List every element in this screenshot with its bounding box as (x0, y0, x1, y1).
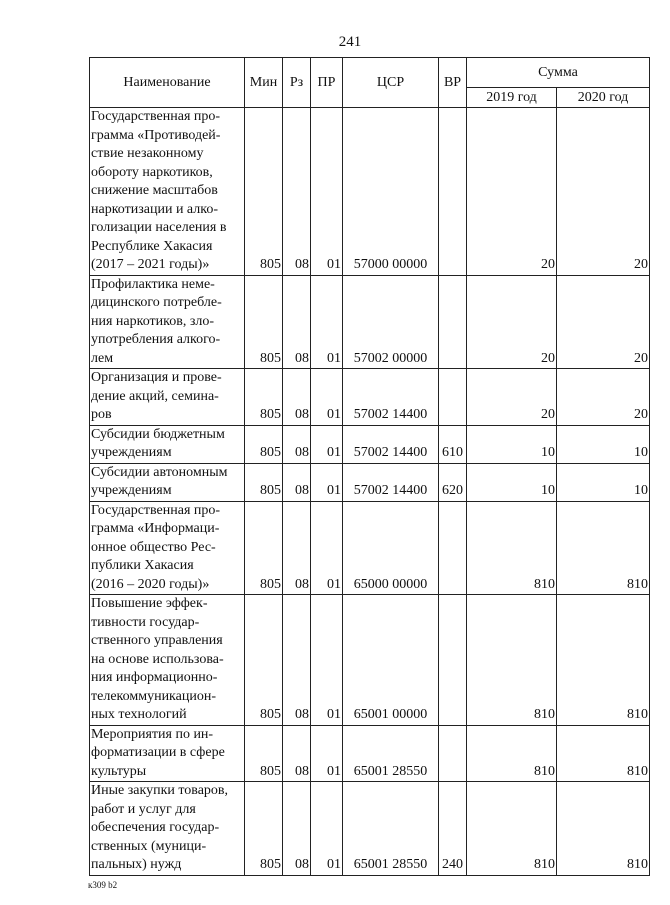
row-name-line: дение акций, семина- (91, 388, 219, 404)
row-name-line: ствие незаконному (91, 146, 204, 161)
row-vr (439, 275, 467, 369)
table-row (90, 782, 650, 876)
row-sum-2019: 810 (467, 782, 557, 876)
row-name-line: снижение масштабов (91, 183, 218, 198)
row-pr: 01 (311, 275, 343, 369)
row-min: 805 (245, 425, 283, 463)
row-name-line: публики Хакасия (91, 558, 194, 573)
row-name-line: Иные закупки товаров, (91, 783, 229, 798)
row-vr: 620 (439, 463, 467, 501)
row-pr: 01 (311, 782, 343, 876)
row-rz: 08 (283, 501, 311, 595)
row-sum-2019: 810 (467, 501, 557, 595)
header-pr: ПР (311, 58, 343, 108)
row-pr: 01 (311, 108, 343, 276)
row-pr: 01 (311, 369, 343, 426)
row-name (90, 782, 245, 876)
row-vr: 610 (439, 425, 467, 463)
row-rz: 08 (283, 463, 311, 501)
row-name-line: (2016 – 2020 годы)» (91, 576, 210, 592)
row-name (90, 463, 245, 501)
row-sum-2020: 10 (557, 463, 650, 501)
row-name-line: Республике Хакасия (91, 238, 213, 254)
row-name-line: дицинского потребле- (91, 295, 222, 310)
row-name-line: наркотизации и алко- (91, 201, 219, 217)
row-csr: 57002 14400 (343, 369, 439, 426)
header-year-2019: 2019 год (467, 88, 557, 108)
row-name-line: грамма «Информаци- (91, 521, 220, 536)
row-name-line: Организация и прове- (91, 370, 222, 385)
row-rz: 08 (283, 425, 311, 463)
header-year-2020: 2020 год (557, 88, 650, 108)
row-pr: 01 (311, 463, 343, 501)
row-name (90, 725, 245, 782)
page-number: 241 (338, 34, 362, 50)
row-vr: 240 (439, 782, 467, 876)
row-name-line: ров (91, 407, 112, 422)
table-header (90, 58, 650, 108)
row-csr: 57002 14400 (343, 463, 439, 501)
header-min: Мин (245, 58, 283, 108)
row-rz: 08 (283, 369, 311, 426)
header-name: Наименование (90, 58, 245, 108)
row-sum-2019: 810 (467, 595, 557, 726)
row-min: 805 (245, 782, 283, 876)
row-name (90, 369, 245, 426)
row-sum-2020: 20 (557, 108, 650, 276)
row-name (90, 275, 245, 369)
row-csr: 65000 00000 (343, 501, 439, 595)
table-row (90, 595, 650, 726)
row-rz: 08 (283, 275, 311, 369)
row-vr (439, 595, 467, 726)
row-sum-2019: 20 (467, 275, 557, 369)
row-name-line: телекоммуникацион- (91, 688, 217, 704)
row-csr: 65001 28550 (343, 782, 439, 876)
row-name-line: Повышение эффек- (91, 596, 208, 611)
row-name-line: Субсидии автономным (91, 464, 228, 480)
row-min: 805 (245, 463, 283, 501)
table-row (90, 108, 650, 276)
table-row (90, 425, 650, 463)
row-min: 805 (245, 501, 283, 595)
row-name-line: ния наркотиков, зло- (91, 313, 215, 329)
row-name-line: на основе использова- (91, 651, 224, 667)
row-name-line: употребления алкого- (91, 332, 221, 347)
row-sum-2020: 20 (557, 275, 650, 369)
row-sum-2020: 810 (557, 782, 650, 876)
row-name-line: грамма «Противодей- (91, 127, 221, 143)
row-pr: 01 (311, 501, 343, 595)
row-name-line: Субсидии бюджетным (91, 426, 225, 442)
row-min: 805 (245, 725, 283, 782)
row-sum-2019: 10 (467, 425, 557, 463)
row-csr: 65001 28550 (343, 725, 439, 782)
row-name-line: учреждениям (91, 445, 172, 460)
header-csr: ЦСР (343, 58, 439, 108)
row-name-line: Мероприятия по ин- (91, 726, 214, 742)
row-sum-2019: 810 (467, 725, 557, 782)
row-name (90, 595, 245, 726)
header-rz: Рз (283, 58, 311, 108)
row-csr: 57002 00000 (343, 275, 439, 369)
row-vr (439, 725, 467, 782)
row-name-line: культуры (91, 763, 147, 779)
row-pr: 01 (311, 595, 343, 726)
table-body (90, 108, 650, 876)
row-vr (439, 501, 467, 595)
row-rz: 08 (283, 108, 311, 276)
row-name-line: Государственная про- (91, 502, 221, 518)
table-row (90, 275, 650, 369)
budget-table (89, 57, 650, 876)
header-vr: ВР (439, 58, 467, 108)
row-rz: 08 (283, 595, 311, 726)
row-min: 805 (245, 595, 283, 726)
row-name (90, 501, 245, 595)
row-sum-2020: 810 (557, 501, 650, 595)
row-name-line: ных технологий (91, 707, 187, 722)
row-name-line: форматизации в сфере (91, 745, 225, 760)
header-sum: Сумма (467, 58, 650, 88)
table-row (90, 725, 650, 782)
row-min: 805 (245, 369, 283, 426)
row-pr: 01 (311, 425, 343, 463)
row-rz: 08 (283, 782, 311, 876)
row-sum-2019: 10 (467, 463, 557, 501)
row-name-line: учреждениям (91, 483, 172, 498)
row-sum-2019: 20 (467, 369, 557, 426)
table-row (90, 501, 650, 595)
footer-code: к309 b2 (88, 880, 118, 890)
row-name-line: обороту наркотиков, (91, 164, 213, 180)
row-sum-2020: 810 (557, 725, 650, 782)
row-sum-2019: 20 (467, 108, 557, 276)
row-name-line: онное общество Рес- (91, 539, 216, 555)
row-min: 805 (245, 108, 283, 276)
row-name-line: обеспечения государ- (91, 820, 220, 835)
row-name-line: работ и услуг для (91, 801, 196, 817)
row-name-line: ственных (муници- (91, 838, 207, 854)
row-vr (439, 369, 467, 426)
row-pr: 01 (311, 725, 343, 782)
table-row (90, 369, 650, 426)
row-name-line: пальных) нужд (91, 857, 182, 872)
row-rz: 08 (283, 725, 311, 782)
row-csr: 65001 00000 (343, 595, 439, 726)
row-csr: 57000 00000 (343, 108, 439, 276)
row-sum-2020: 20 (557, 369, 650, 426)
row-name (90, 108, 245, 276)
row-sum-2020: 10 (557, 425, 650, 463)
row-sum-2020: 810 (557, 595, 650, 726)
row-name-line: Государственная про- (91, 109, 221, 124)
row-name (90, 425, 245, 463)
row-name-line: лем (91, 350, 114, 366)
row-name-line: голизации населения в (91, 220, 227, 235)
row-csr: 57002 14400 (343, 425, 439, 463)
row-name-line: ния информационно- (91, 670, 218, 685)
table-row (90, 463, 650, 501)
row-min: 805 (245, 275, 283, 369)
row-name-line: Профилактика неме- (91, 276, 215, 292)
row-vr (439, 108, 467, 276)
row-name-line: тивности государ- (91, 614, 200, 630)
row-name-line: (2017 – 2021 годы)» (91, 257, 210, 272)
row-name-line: ственного управления (91, 633, 223, 648)
